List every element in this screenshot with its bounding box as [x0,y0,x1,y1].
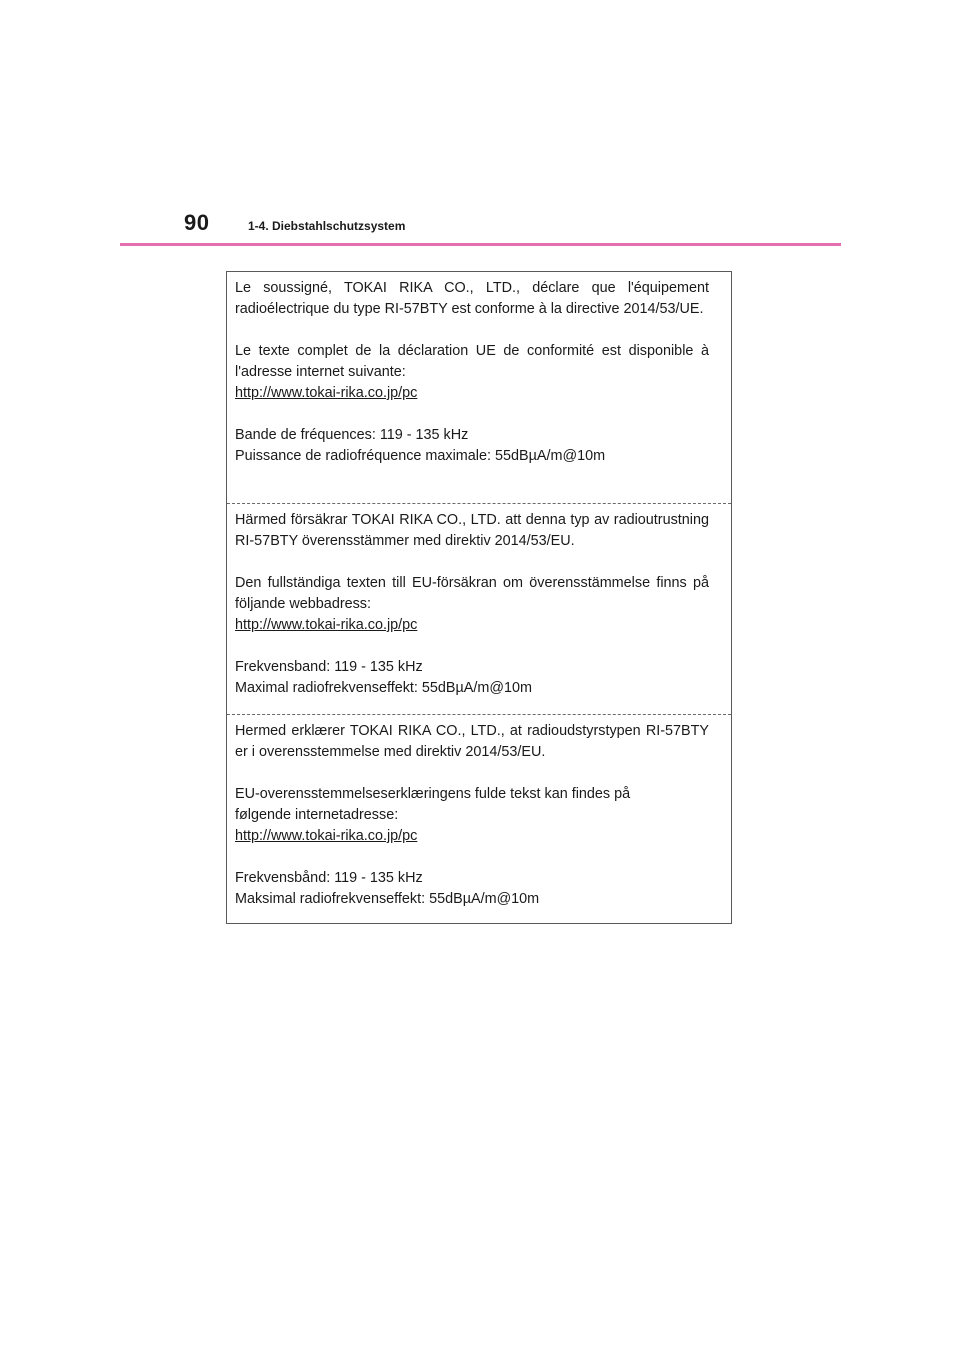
full-text-intro-line-2: følgende internetadresse: [235,807,399,823]
page-header [0,0,960,250]
full-text-intro-line-1: EU-overensstemmelseserklæringens fulde tekst kan findes på [235,786,631,802]
declaration-url-link[interactable]: http://www.tokai-rika.co.jp/pc [235,617,418,633]
page-number: 90 [184,210,210,235]
declaration-statement: Le soussigné, TOKAI RIKA CO., LTD., déclare que l'équipement radioélectrique du type RI-57BTY est conforme à la directive 2014/53/UE. [235,280,709,317]
declaration-statement: Hermed erklærer TOKAI RIKA CO., LTD., at radioudstyrstypen RI-57BTY er i overensstemmelse med direktiv 2014/53/EU. [235,723,709,760]
declaration-danish [227,714,731,923]
frequency-band: Frekvensband: 119 - 135 kHz [235,659,423,675]
declaration-statement: Härmed försäkrar TOKAI RIKA CO., LTD. att denna typ av radioutrustning RI-57BTY överensstämmer med direktiv 2014/53/EU. [235,512,709,549]
header-divider [120,243,841,246]
frequency-band: Frekvensbånd: 119 - 135 kHz [235,870,423,886]
compliance-notice-box [226,271,732,924]
max-power: Maksimal radiofrekvenseffekt: 55dBµA/m@10m [235,891,540,907]
max-power: Puissance de radiofréquence maximale: 55dBµA/m@10m [235,448,606,464]
full-text-intro: Den fullständiga texten till EU-försäkran om överensstämmelse finns på följande webbadress: [235,575,709,612]
section-title: 1-4. Diebstahlschutzsystem [248,219,406,233]
declaration-url-link[interactable]: http://www.tokai-rika.co.jp/pc [235,385,418,401]
declaration-url-link[interactable]: http://www.tokai-rika.co.jp/pc [235,828,418,844]
declaration-french [227,272,731,503]
declaration-swedish [227,503,731,714]
full-text-intro: Le texte complet de la déclaration UE de conformité est disponible à l'adresse internet suivante: [235,343,709,380]
frequency-band: Bande de fréquences: 119 - 135 kHz [235,427,469,443]
max-power: Maximal radiofrekvenseffekt: 55dBµA/m@10m [235,680,532,696]
